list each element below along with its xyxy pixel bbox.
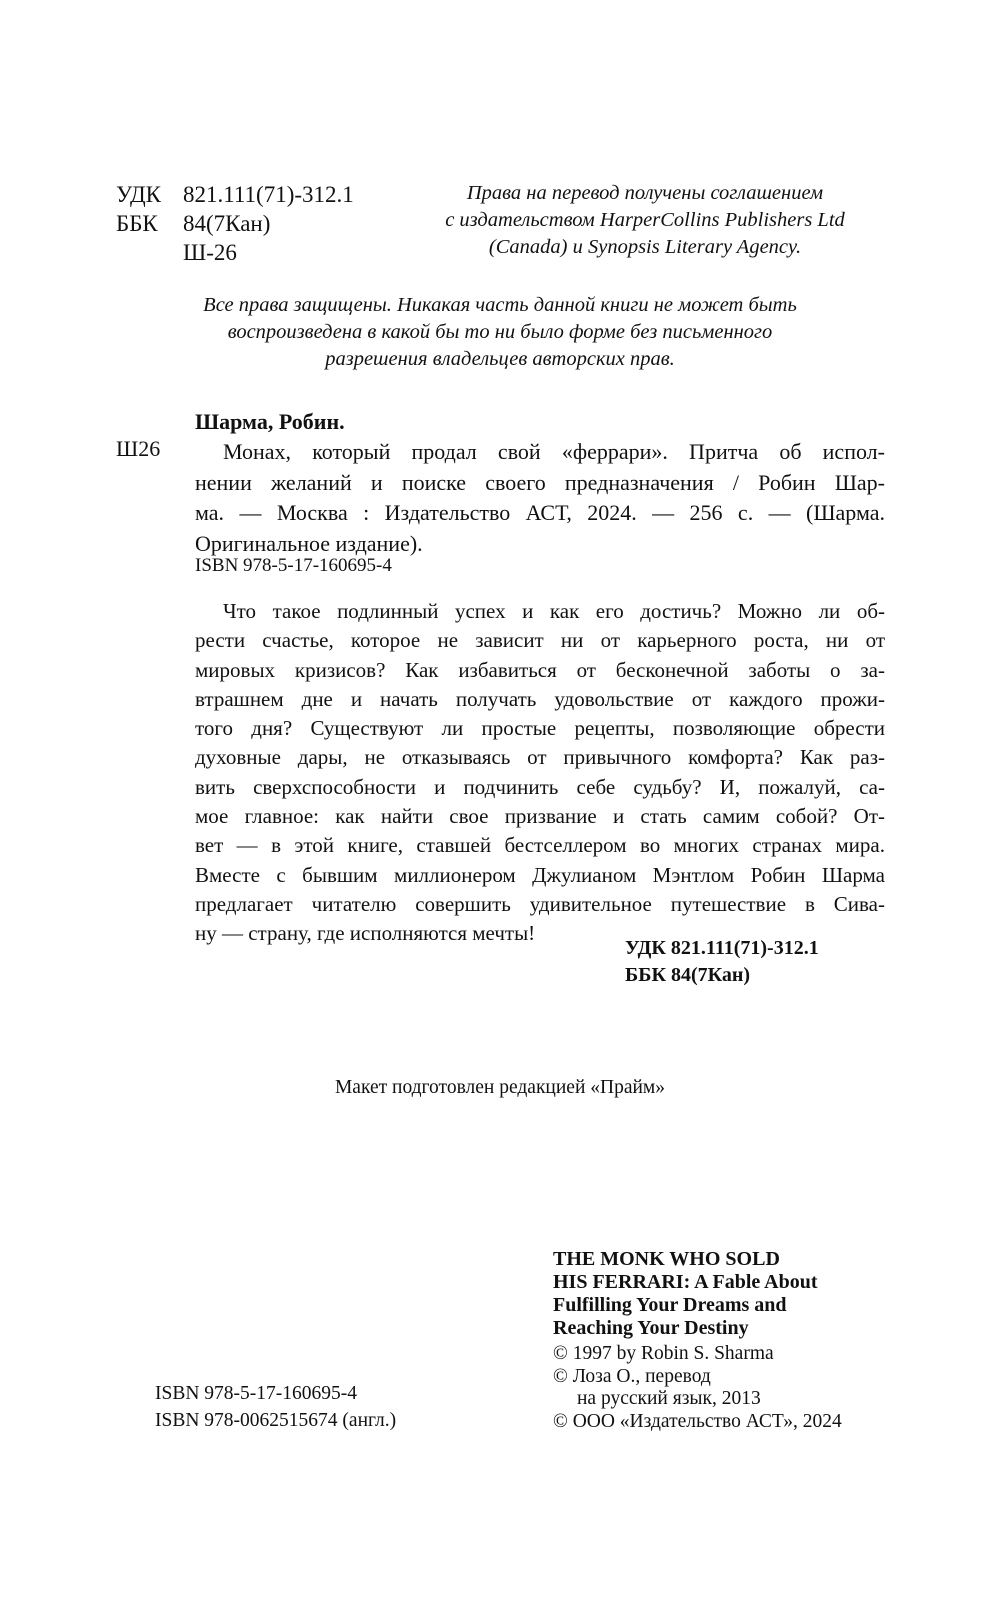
catalog-description-line: Монах, который продал свой «феррари». Притча об испол- xyxy=(223,439,885,464)
classification-codes xyxy=(116,180,354,267)
classification-codes-bold xyxy=(625,935,819,989)
annotation-line: мировых кризисов? Как избавиться от бесконечной заботы о за- xyxy=(195,657,885,682)
annotation-line: ну — страну, где исполняются мечты! xyxy=(195,921,536,946)
copyright-line: на русский язык, 2013 xyxy=(577,1388,761,1409)
original-title-line: Reaching Your Destiny xyxy=(553,1317,749,1339)
bbk-label: ББК xyxy=(116,211,158,236)
annotation-line: того дня? Существуют ли простые рецепты, позволяющие обрести xyxy=(195,716,885,741)
translation-rights-line: (Canada) и Synopsis Literary Agency. xyxy=(488,236,802,258)
catalog-description-line: ма. — Москва : Издательство АСТ, 2024. — 256 с. — (Шарма. xyxy=(195,500,885,525)
rights-reserved-line: разрешения владельцев авторских прав. xyxy=(325,348,675,370)
annotation-line: вет — в этой книге, ставшей бестселлером во многих странах мира. xyxy=(195,833,885,858)
original-title xyxy=(553,1248,883,1340)
layout-note: Макет подготовлен редакцией «Прайм» xyxy=(334,1077,666,1098)
udk-value: 821.111(71)-312.1 xyxy=(183,182,354,207)
isbn-list xyxy=(155,1380,396,1434)
original-title-line: THE MONK WHO SOLD xyxy=(553,1248,780,1270)
catalog-description-line: Оригинальное издание). xyxy=(195,530,423,556)
translation-rights-notice xyxy=(400,180,890,261)
copyright-line: © ООО «Издательство АСТ», 2024 xyxy=(553,1410,842,1432)
catalog-description xyxy=(195,437,885,559)
isbn-line: ISBN 978-0062515674 (англ.) xyxy=(155,1410,397,1431)
annotation-line: втрашнем дне и начать получать удовольствие от каждого прожи- xyxy=(195,686,885,711)
annotation xyxy=(195,597,885,949)
catalog-author: Шарма, Робин. xyxy=(195,409,345,434)
annotation-line: рести счастье, которое не зависит ни от карьерного роста, ни от xyxy=(195,628,885,653)
isbn-line: ISBN 978-5-17-160695-4 xyxy=(155,1383,358,1404)
translation-rights-line: с издательством HarperCollins Publishers Ltd xyxy=(445,209,845,231)
catalog-isbn: ISBN 978-5-17-160695-4 xyxy=(195,555,392,576)
udk-code: УДК 821.111(71)-312.1 xyxy=(625,937,819,959)
copyright-notices xyxy=(553,1343,842,1433)
copyright-line: © Лоза О., перевод xyxy=(553,1365,711,1387)
annotation-line: мое главное: как найти свое призвание и стать самим собой? От- xyxy=(195,804,885,829)
rights-reserved-line: воспроизведена в какой бы то ни было форме без письменного xyxy=(227,321,773,343)
author-mark-code: Ш-26 xyxy=(183,240,237,265)
all-rights-reserved-notice xyxy=(100,292,900,373)
bbk-value: 84(7Кан) xyxy=(183,211,271,236)
catalog-author-mark: Ш26 xyxy=(116,436,161,461)
rights-reserved-line: Все права защищены. Никакая часть данной книги не может быть xyxy=(203,294,797,316)
annotation-line: Что такое подлинный успех и как его достичь? Можно ли об- xyxy=(223,599,885,623)
annotation-line: духовные дары, не отказываясь от привычного комфорта? Как раз- xyxy=(195,745,885,770)
catalog-description-line: нении желаний и поиске своего предназначения / Робин Шар- xyxy=(195,469,885,495)
original-title-line: Fulfilling Your Dreams and xyxy=(553,1294,787,1316)
annotation-line: вить сверхспособности и подчинить себе судьбу? И, пожалуй, са- xyxy=(195,774,885,799)
annotation-line: предлагает читателю совершить удивительное путешествие в Сива- xyxy=(195,891,885,916)
copyright-line: © 1997 by Robin S. Sharma xyxy=(553,1343,774,1364)
original-title-line: HIS FERRARI: A Fable About xyxy=(553,1271,818,1293)
translation-rights-line: Права на перевод получены соглашением xyxy=(466,182,824,204)
udk-label: УДК xyxy=(116,182,161,207)
annotation-line: Вместе с бывшим миллионером Джулианом Мэнтлом Робин Шарма xyxy=(195,862,885,887)
bbk-code: ББК 84(7Кан) xyxy=(625,964,751,986)
